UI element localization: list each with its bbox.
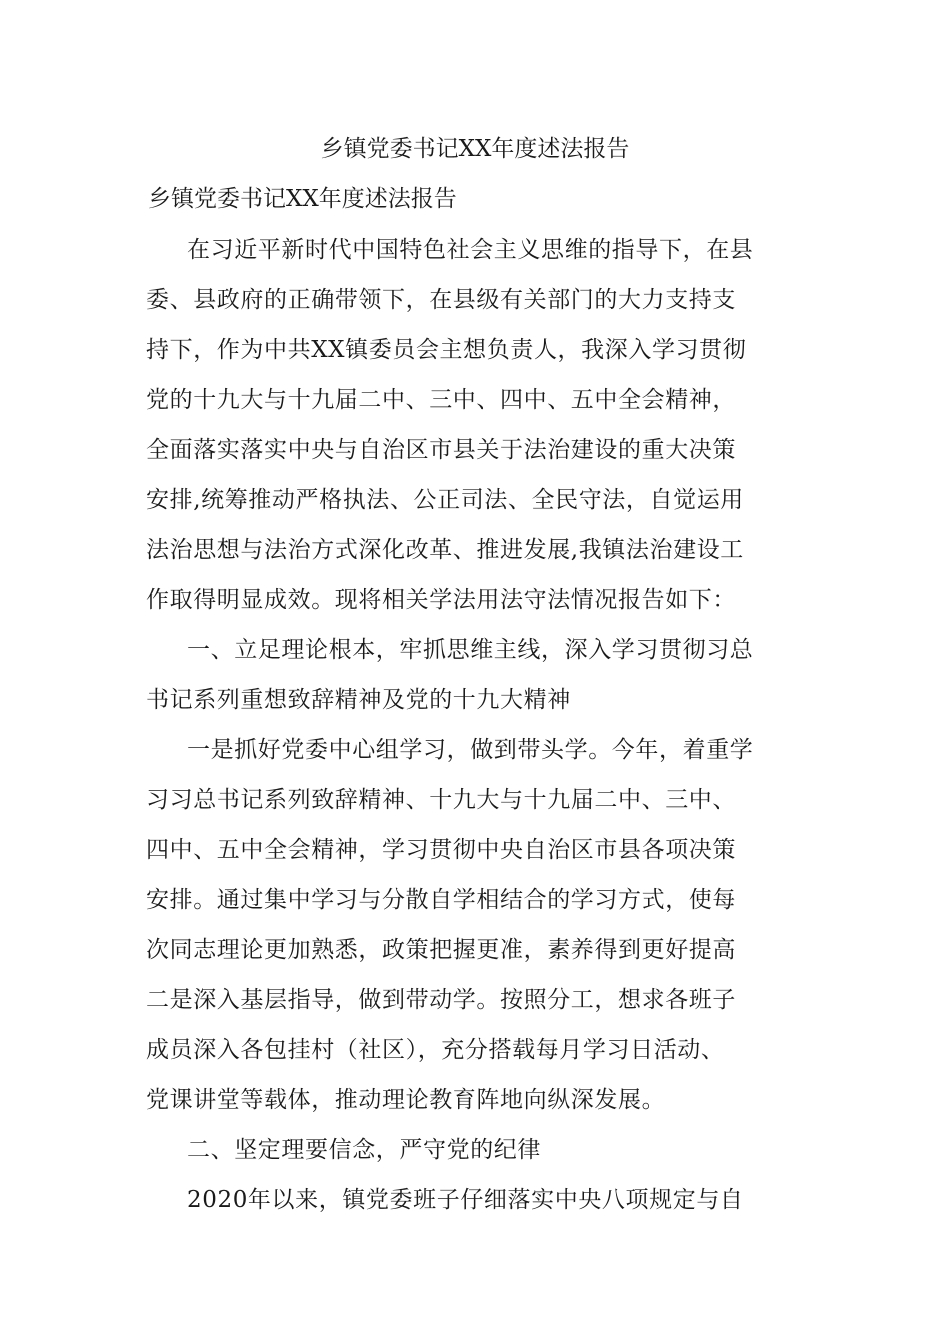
body-line: 2020年以来，镇党委班子仔细落实中央八项规定与自 [187,1187,744,1213]
body-line: 安排。通过集中学习与分散自学相结合的学习方式，使每 [146,887,736,913]
body-line: 作取得明显成效。现将相关学法用法守法情况报告如下： [146,587,736,613]
document-title: 乡镇党委书记XX年度述法报告 [320,136,630,162]
body-line: 全面落实落实中央与自治区市县关于法治建设的重大决策 [146,437,736,463]
body-line: 次同志理论更加熟悉，政策把握更准，素养得到更好提高 [146,937,736,963]
body-line: 二是深入基层指导，做到带动学。按照分工，想求各班子 [146,987,736,1013]
body-line: 安排,统筹推动严格执法、公正司法、全民守法，自觉运用 [146,487,744,513]
document-subtitle: 乡镇党委书记XX年度述法报告 [148,186,457,212]
body-line: 委、县政府的正确带领下，在县级有关部门的大力支持支 [146,287,736,313]
body-line: 党的十九大与十九届二中、三中、四中、五中全会精神， [146,387,736,413]
body-line: 四中、五中全会精神，学习贯彻中央自治区市县各项决策 [146,837,736,863]
section-heading: 书记系列重想致辞精神及党的十九大精神 [146,687,571,713]
body-line: 成员深入各包挂村（社区），充分搭载每月学习日活动、 [146,1037,725,1063]
body-line: 法治思想与法治方式深化改革、推进发展,我镇法治建设工 [146,537,744,563]
body-line: 持下，作为中共XX镇委员会主想负责人，我深入学习贯彻 [146,337,747,363]
body-line: 党课讲堂等载体，推动理论教育阵地向纵深发展。 [146,1087,666,1113]
body-line: 习习总书记系列致辞精神、十九大与十九届二中、三中、 [146,787,736,813]
section-heading: 一、立足理论根本，牢抓思维主线，深入学习贯彻习总 [187,637,754,663]
body-line: 在习近平新时代中国特色社会主义思维的指导下，在县 [187,237,754,263]
body-line: 一是抓好党委中心组学习，做到带头学。今年，着重学 [187,737,754,763]
section-heading: 二、坚定理要信念，严守党的纪律 [187,1137,541,1163]
